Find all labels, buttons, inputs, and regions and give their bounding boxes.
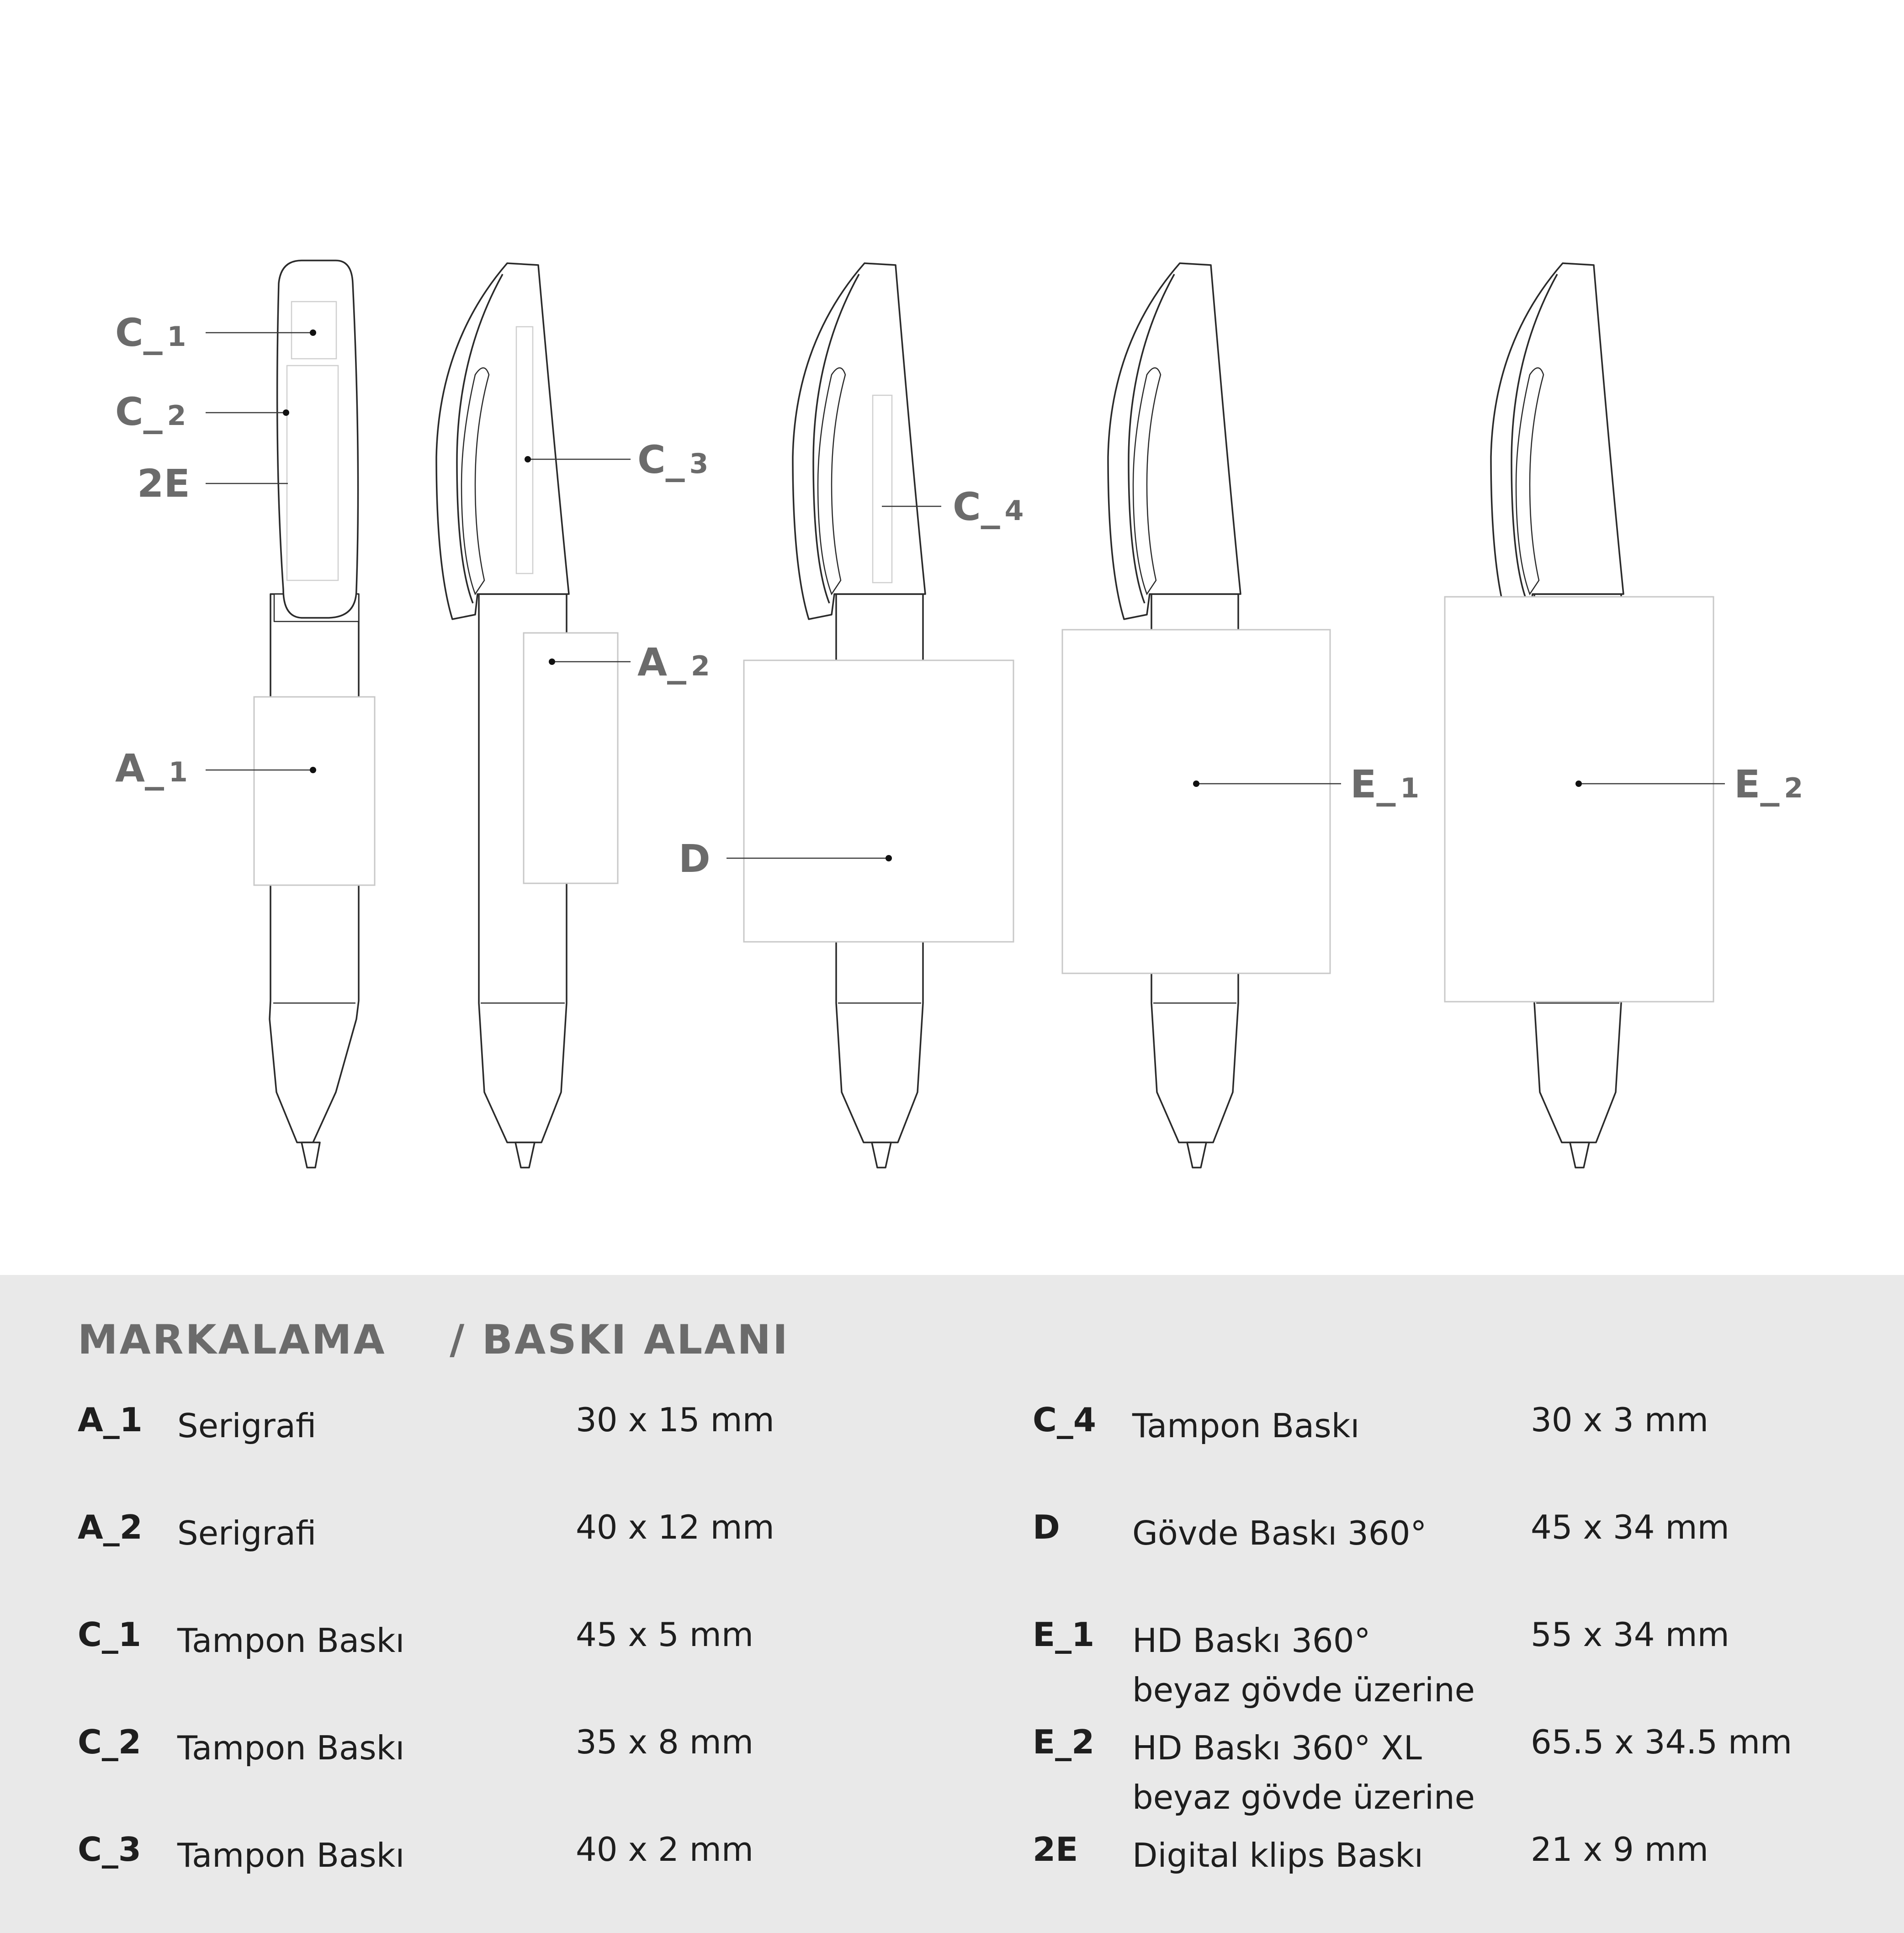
pen-side-view-3 — [1062, 263, 1330, 1168]
legend-title: MARKALAMA / BASKI ALANI — [78, 1316, 790, 1363]
legend-code: C_3 — [78, 1830, 141, 1869]
pen-side-view-1 — [436, 263, 618, 1168]
label-a2: A_ 2 — [637, 640, 710, 685]
label-c2: C_ 2 — [115, 389, 186, 434]
legend-desc: HD Baskı 360° XL — [1132, 1729, 1422, 1767]
legend-code: C_4 — [1033, 1401, 1096, 1439]
legend-desc: Tampon Baskı — [177, 1729, 405, 1767]
label-d: D — [679, 836, 711, 881]
legend-desc: Tampon Baskı — [177, 1836, 405, 1875]
pen-side-view-4 — [1445, 263, 1713, 1168]
pen-front-view — [254, 260, 375, 1168]
legend-desc: Tampon Baskı — [1132, 1407, 1360, 1445]
label-c4: C_ 4 — [953, 484, 1024, 529]
legend-desc-line2: beyaz gövde üzerine — [1132, 1778, 1475, 1816]
legend-desc: Serigrafi — [177, 1514, 317, 1552]
legend-desc: HD Baskı 360° — [1132, 1621, 1371, 1660]
legend-size: 55 x 34 mm — [1531, 1615, 1729, 1654]
label-e2: E_ 2 — [1734, 762, 1803, 807]
legend-desc: Digital klips Baskı — [1132, 1836, 1423, 1875]
legend-size: 45 x 34 mm — [1531, 1508, 1729, 1546]
legend-size: 21 x 9 mm — [1531, 1830, 1708, 1869]
legend-code: E_1 — [1033, 1615, 1095, 1654]
label-e1: E_ 1 — [1350, 762, 1420, 807]
legend-code: C_2 — [78, 1723, 141, 1761]
legend-desc: Tampon Baskı — [177, 1621, 405, 1660]
legend-panel — [0, 1275, 1904, 1933]
legend-size: 30 x 3 mm — [1531, 1401, 1708, 1439]
legend-code: D — [1033, 1508, 1060, 1546]
legend-code: 2E — [1033, 1830, 1078, 1869]
label-c3: C_ 3 — [637, 437, 709, 482]
legend-size: 30 x 15 mm — [576, 1401, 774, 1439]
label-a1: A_ 1 — [115, 746, 188, 791]
legend-code: A_2 — [78, 1508, 143, 1546]
legend-size: 65.5 x 34.5 mm — [1531, 1723, 1793, 1761]
legend-code: A_1 — [78, 1401, 143, 1439]
legend-code: C_1 — [78, 1615, 141, 1654]
legend-desc: Gövde Baskı 360° — [1132, 1514, 1427, 1552]
label-c1: C_ 1 — [115, 310, 186, 355]
legend-size: 35 x 8 mm — [576, 1723, 753, 1761]
pen-side-view-2 — [744, 263, 1013, 1168]
label-2e: 2E — [137, 461, 190, 506]
legend-size: 40 x 12 mm — [576, 1508, 774, 1546]
legend-size: 40 x 2 mm — [576, 1830, 753, 1869]
legend-code: E_2 — [1033, 1723, 1095, 1761]
legend-size: 45 x 5 mm — [576, 1615, 753, 1654]
legend-desc-line2: beyaz gövde üzerine — [1132, 1671, 1475, 1709]
legend-desc: Serigrafi — [177, 1407, 317, 1445]
